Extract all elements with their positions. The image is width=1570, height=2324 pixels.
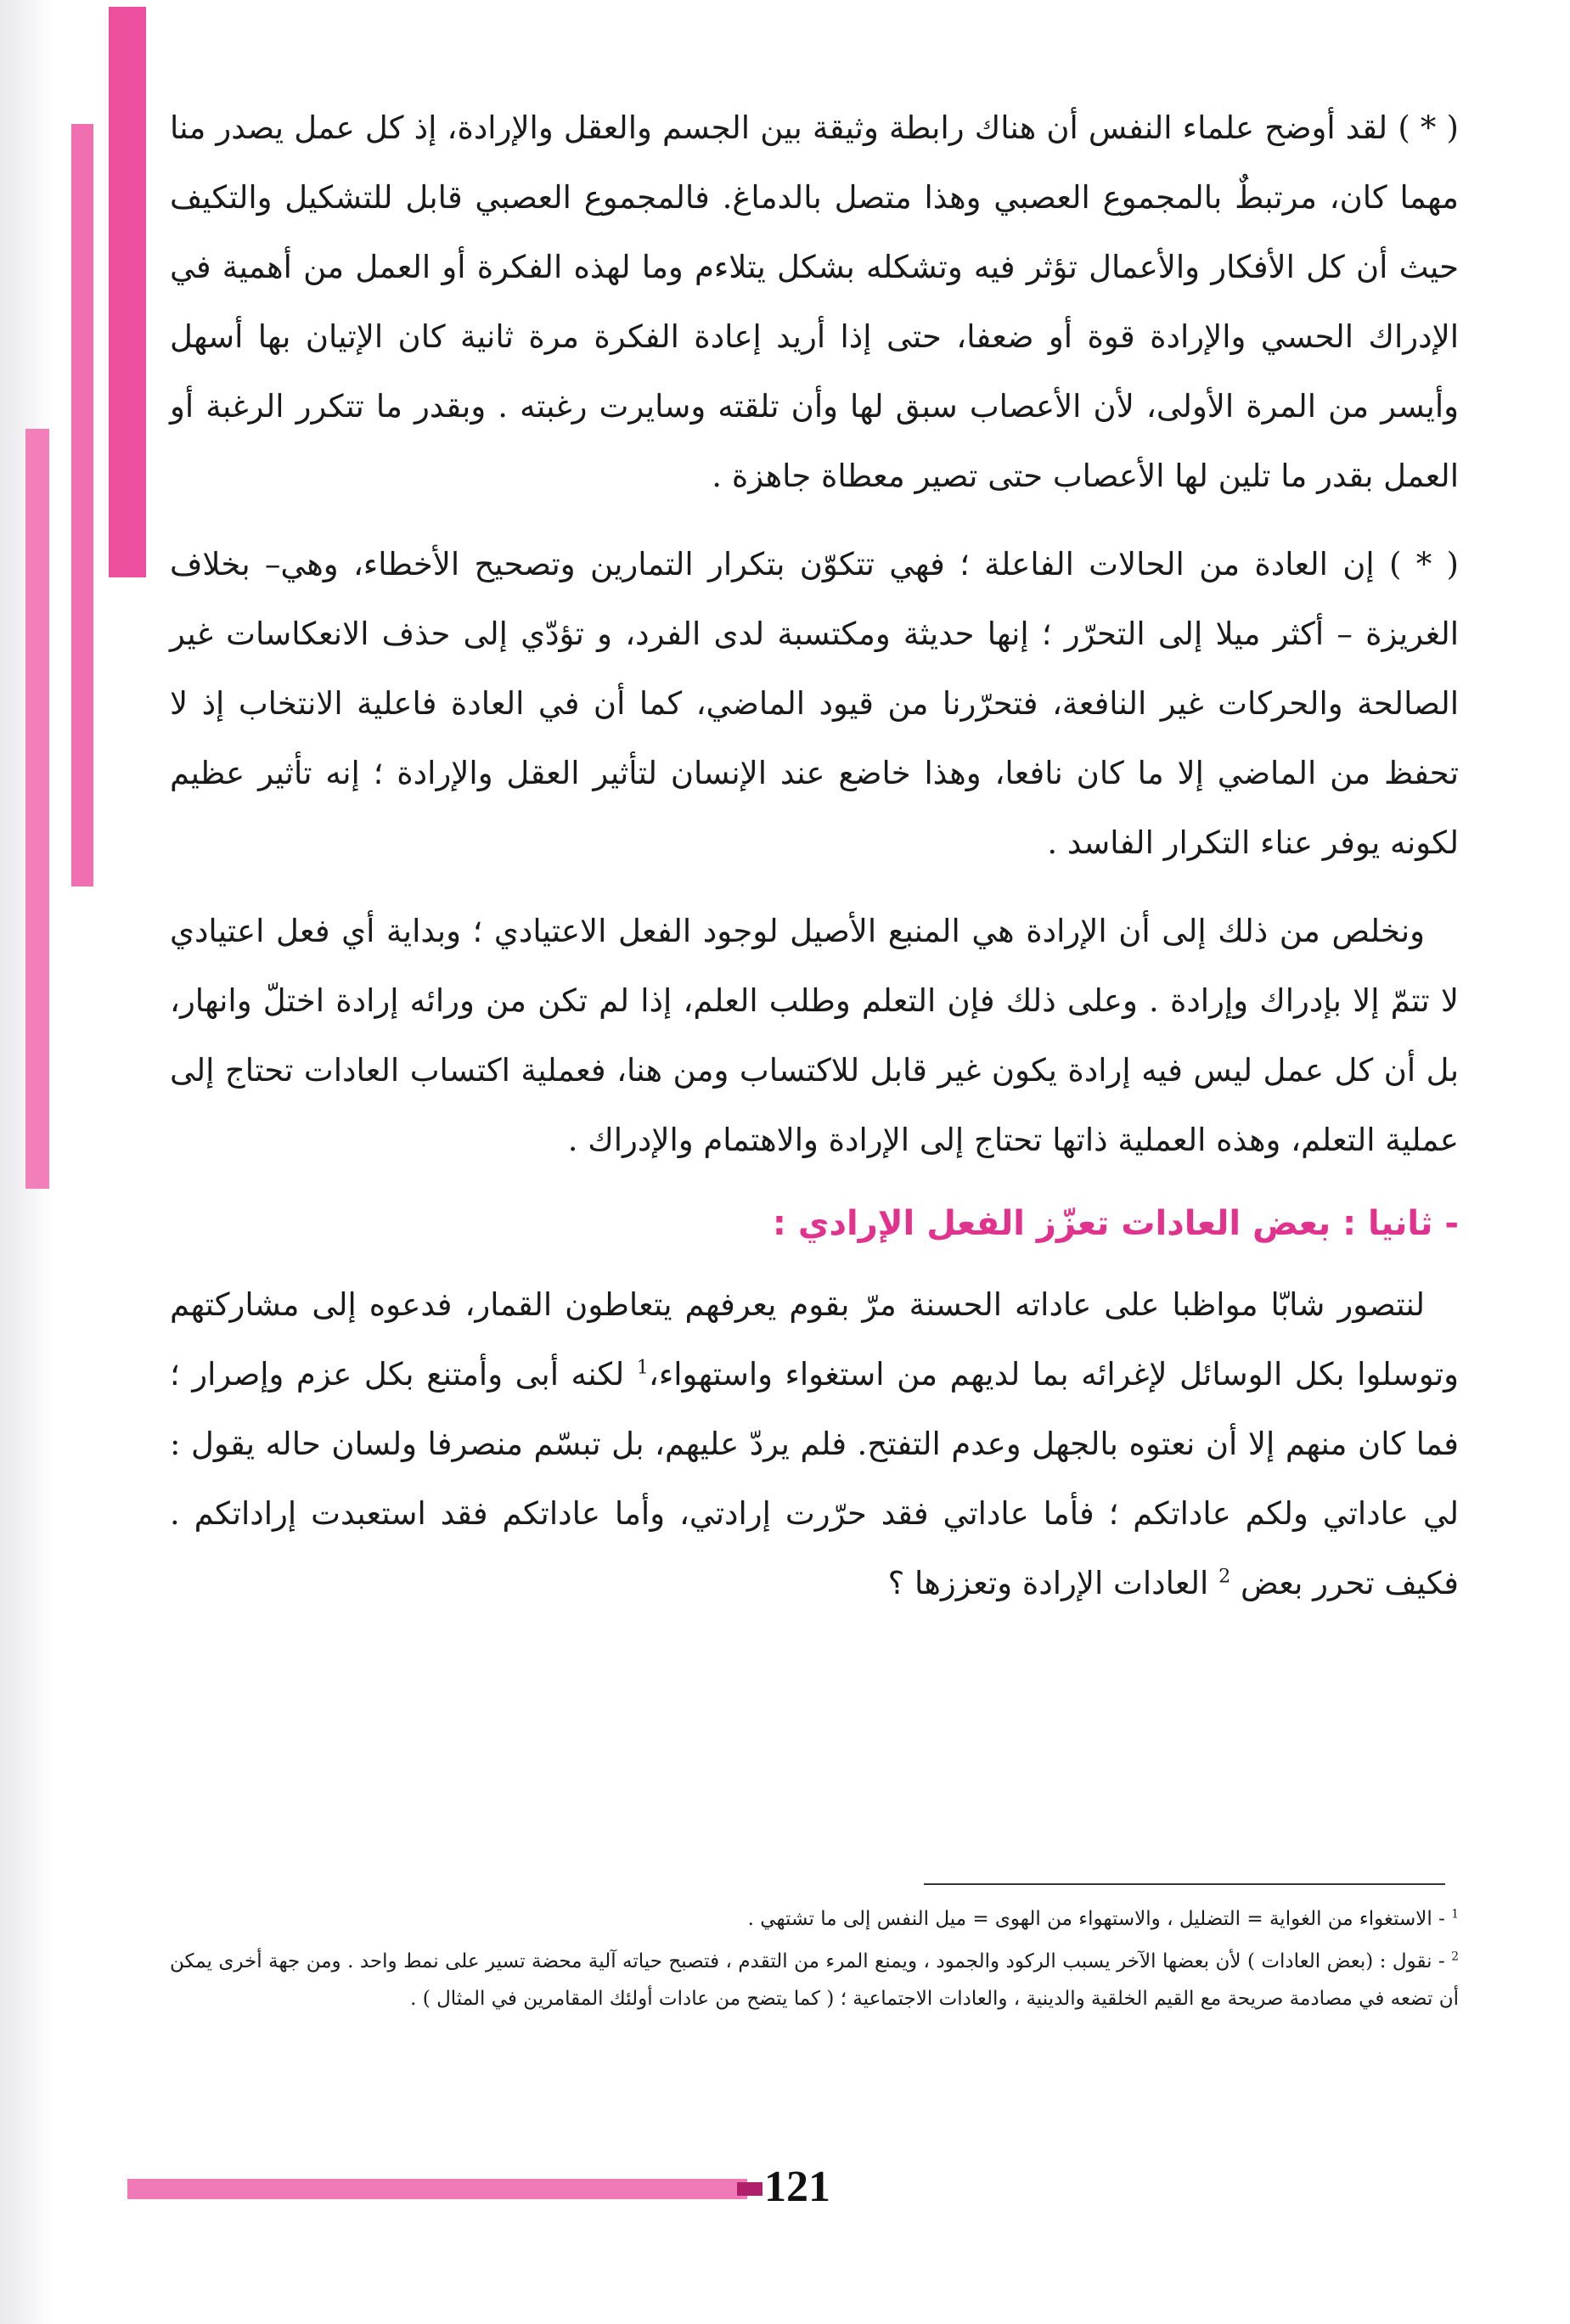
footnote-number: 1 [1451,1907,1459,1922]
paragraph: ( * ) إن العادة من الحالات الفاعلة ؛ فهي تتكوّن بتكرار التمارين وتصحيح الأخطاء، وهي– بخلاف الغريزة – أكثر ميلا إلى التحرّر ؛ إنها حديثة ومكتسبة لدى الفرد، و تؤدّي إلى حذف الانعكاسات غير الصالحة والحركات غير النافعة، فتحرّرنا من قيود الماضي، كما أن في العادة فاعلية الانتخاب إذ لا تحفظ من الماضي إلا ما كان نافعا، وهذا خاضع عند الإنسان لتأثير العقل والإرادة ؛ إنه تأثير عظيم لكونه يوفر عناء التكرار الفاسد . [170,546,1459,861]
decorative-bar [25,429,49,1189]
footnote-divider [924,1883,1445,1885]
story-text: لكنه أبى وأمتنع بكل عزم وإصرار ؛ فما كان منهم إلا أن نعتوه بالجهل وعدم التفتح. فلم يردّ عليهم، بل تبسّم منصرفا ولسان حاله يقول : لي عاداتي ولكم عاداتكم ؛ فأما عاداتي فقد حرّرت إرادتي، وأما عاداتكم فقد استعبدت إراداتكم . فكيف تحرر بعض [170,1356,1459,1601]
decorative-bar [71,124,93,886]
footnote [170,1943,1459,2017]
footnote-ref[interactable]: 1 [636,1356,649,1379]
footer-bar [127,2179,747,2199]
story-text: لنتصور شابّا مواظبا على عاداته الحسنة مرّ بقوم يعرفهم يتعاطون القمار، فدعوه إلى مشاركتهم وتوسلوا بكل الوسائل لإغرائه بما لديهم من استغواء واستهواء، [170,1286,1460,1393]
footnote-text: - الاستغواء من الغواية = التضليل ، والاستهواء من الهوى = ميل النفس إلى ما تشتهي . [747,1908,1452,1930]
footnote-ref[interactable]: 2 [1218,1565,1231,1588]
footnote-text: - نقول : (بعض العادات ) لأن بعضها الآخر يسبب الركود والجمود ، ويمنع المرء من التقدم ، فتصبح حياته آلية محضة تسير على نمط واحد . ومن جهة أخرى يمكن أن تضعه في مصادمة صريحة مع القيم الخلقية والدينية ، والعادات الاجتماعية ؛ ( كما يتضح من عادات أولئك المقامرين في المثال ) . [170,1950,1459,2010]
footnote [170,1900,1459,1938]
page-body [170,93,1459,1637]
footer-bar-end [737,2182,762,2196]
page-number: 121 [764,2163,830,2211]
section-heading: - ثانيا : بعض العادات تعزّز الفعل الإرادي : [772,1204,1459,1243]
paragraph: ونخلص من ذلك إلى أن الإرادة هي المنبع الأصيل لوجود الفعل الاعتيادي ؛ وبداية أي فعل اعتيادي لا تتمّ إلا بإدراك وإرادة . وعلى ذلك فإن التعلم وطلب العلم، إذا لم تكن من ورائه إرادة اختلّ وانهار، بل أن كل عمل ليس فيه إرادة يكون غير قابل للاكتساب ومن هنا، فعملية اكتساب العادات تحتاج إلى عملية التعلم، وهذه العملية ذاتها تحتاج إلى الإرادة والاهتمام والإدراك . [170,913,1459,1158]
paragraph: ( * ) لقد أوضح علماء النفس أن هناك رابطة وثيقة بين الجسم والعقل والإرادة، إذ كل عمل يصدر منا مهما كان، مرتبطٌ بالمجموع العصبي وهذا متصل بالدماغ. فالمجموع العصبي قابل للتشكيل والتكيف حيث أن كل الأفكار والأعمال تؤثر فيه وتشكله بشكل يتلاءم وما لهذه الفكرة أو العمل من أهمية في الإدراك الحسي والإرادة قوة أو ضعفا، حتى إذا أريد إعادة الفكرة مرة ثانية كان الإتيان بها أسهل وأيسر من المرة الأولى، لأن الأعصاب سبق لها وأن تلقته وسايرت رغبته . وبقدر ما تتكرر الرغبة أو العمل بقدر ما تلين لها الأعصاب حتى تصير معطاة جاهزة . [170,110,1459,494]
story-paragraph [170,1270,1459,1618]
footnote-number: 2 [1451,1950,1459,1964]
decorative-bar [109,7,146,577]
footnotes [170,1900,1459,2023]
story-text: العادات الإرادة وتعززها ؟ [887,1565,1219,1601]
